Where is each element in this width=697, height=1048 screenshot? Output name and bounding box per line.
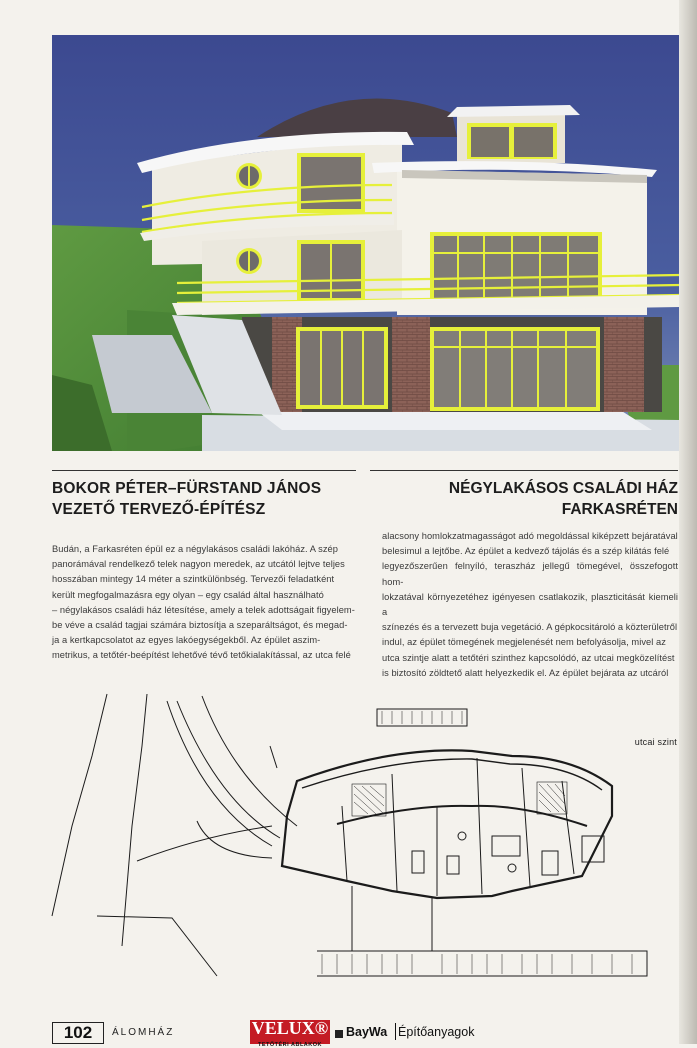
body-line: ja a kertkapcsolatot az egyes lakóegységekből. Az épület aszim- [52, 635, 321, 646]
body-line: színezés és a tervezett buja vegetáció. A gépkocsitároló a közterületről [382, 622, 678, 633]
baywa-divider [395, 1023, 396, 1040]
baywa-square-icon [335, 1030, 343, 1038]
baywa-logo: BayWa [346, 1025, 388, 1039]
body-line: metrikus, a tetőtér-beépítést lehetővé tévő tetőkialakítással, az utca felé [52, 650, 351, 661]
plan-caption: utcai szint [634, 737, 677, 747]
page-footer [52, 1018, 679, 1048]
body-line: panorámával rendelkező telek nagyon meredek, az utcától lejtve teljes [52, 559, 345, 570]
body-line: is biztosító zöldtető alatt helyezkedik el. Az épület bejárata az utcáról [382, 667, 669, 678]
body-line: – négylakásos családi ház létesítése, amely a telek adottságait figyelem- [52, 604, 355, 615]
body-line: lokzatával környezetéhez igényesen csatlakozik, plaszticitását kiemeli a [382, 591, 678, 618]
body-line: belesimul a lejtőbe. Az épület a kedvező tájolás és a szép kilátás felé [382, 546, 670, 557]
body-line: legyezőszerűen felnyíló, teraszház jellegű tömegével, összefogott hom- [382, 561, 678, 587]
baywa-tagline: Építőanyagok [398, 1025, 475, 1039]
page-number: 102 [52, 1022, 104, 1044]
body-line: került megfogalmazásra egy olyan – egy család által használható [52, 589, 324, 600]
body-column-left [52, 542, 356, 664]
house-rendering [52, 35, 680, 451]
heading-rule-left [52, 470, 356, 471]
velux-logo: VELUX® [250, 1020, 330, 1044]
article-title: NÉGYLAKÁSOS CSALÁDI HÁZ FARKASRÉTEN [448, 480, 678, 518]
body-line: hosszában mintegy 14 méter a szintkülönbség. Tervezői feladatként [52, 574, 335, 585]
page-spine-shadow [679, 0, 697, 1044]
magazine-name: ÁLOMHÁZ [112, 1027, 175, 1038]
body-line: Budán, a Farkasréten épül ez a négylakásos családi lakóház. A szép [52, 544, 338, 554]
velux-tagline: TETŐTÉRI ABLAKOK [257, 1042, 322, 1048]
body-line: indul, az épület tömegének megjelenését nem befolyásolja, mivel az [382, 637, 666, 648]
body-line: alacsony homlokzatmagasságot adó megoldással kiképzett bejáratával [382, 531, 678, 541]
floor-plan-drawing [52, 686, 672, 986]
authors-name: BOKOR PÉTER–FÜRSTAND JÁNOS [52, 480, 322, 497]
house-rendering-image [52, 35, 680, 451]
body-line: utca szintje alatt a tetőtéri szinthez kapcsolódó, az utcai megközelítést [382, 652, 675, 663]
heading-rule-right [370, 470, 678, 471]
body-line: be véve a család tagjai számára biztosítja a szeparáltságot, és megad- [52, 620, 348, 631]
authors-role: VEZETŐ TERVEZŐ-ÉPÍTÉSZ [52, 501, 266, 518]
body-column-right [382, 529, 678, 681]
author-heading [52, 478, 352, 520]
